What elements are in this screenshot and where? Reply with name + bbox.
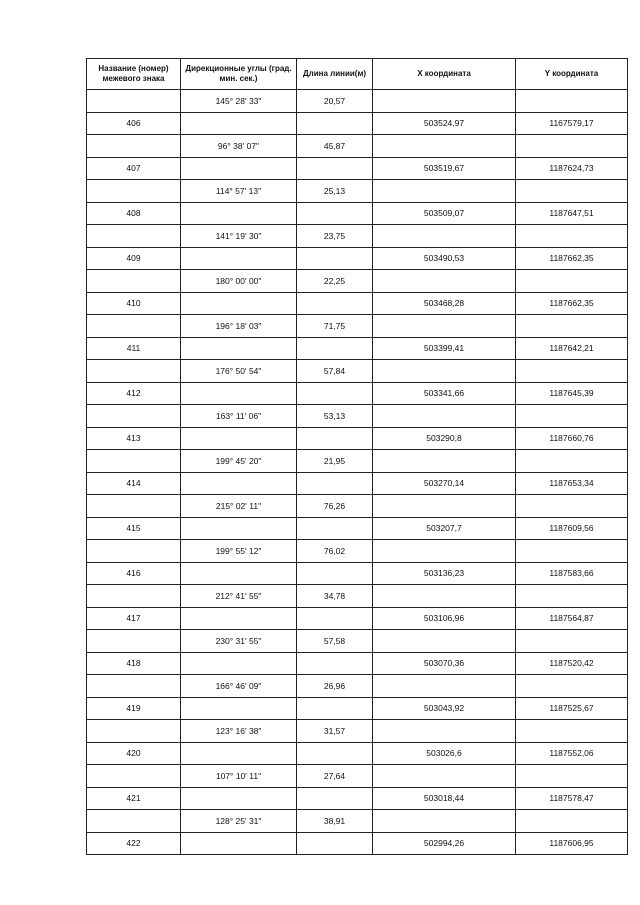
empty-cell xyxy=(516,135,628,158)
empty-cell xyxy=(516,315,628,338)
empty-cell xyxy=(516,270,628,293)
line-length-cell: 31,57 xyxy=(297,720,373,743)
empty-cell xyxy=(516,675,628,698)
header-line-length: Длина линии(м) xyxy=(297,59,373,90)
empty-cell xyxy=(181,427,297,450)
point-row xyxy=(87,337,628,360)
empty-cell xyxy=(373,405,516,428)
segment-row xyxy=(87,675,628,698)
empty-cell xyxy=(373,585,516,608)
empty-cell xyxy=(373,675,516,698)
y-coordinate-cell: 1187662,35 xyxy=(516,247,628,270)
segment-row xyxy=(87,315,628,338)
line-length-cell: 71,75 xyxy=(297,315,373,338)
direction-angle-cell: 215° 02' 11" xyxy=(181,495,297,518)
empty-cell xyxy=(87,765,181,788)
line-length-cell: 57,58 xyxy=(297,630,373,653)
y-coordinate-cell: 1187645,39 xyxy=(516,382,628,405)
empty-cell xyxy=(516,810,628,833)
empty-cell xyxy=(373,315,516,338)
empty-cell xyxy=(297,337,373,360)
empty-cell xyxy=(297,472,373,495)
x-coordinate-cell: 503136,23 xyxy=(373,562,516,585)
point-name-cell: 416 xyxy=(87,562,181,585)
y-coordinate-cell: 1187606,95 xyxy=(516,832,628,855)
empty-cell xyxy=(516,765,628,788)
point-row xyxy=(87,247,628,270)
point-name-cell: 422 xyxy=(87,832,181,855)
segment-row xyxy=(87,765,628,788)
direction-angle-cell: 199° 55' 12" xyxy=(181,540,297,563)
segment-row xyxy=(87,360,628,383)
empty-cell xyxy=(373,180,516,203)
x-coordinate-cell: 503043,92 xyxy=(373,697,516,720)
x-coordinate-cell: 503490,53 xyxy=(373,247,516,270)
point-row xyxy=(87,292,628,315)
point-name-cell: 406 xyxy=(87,112,181,135)
empty-cell xyxy=(516,495,628,518)
segment-row xyxy=(87,810,628,833)
point-name-cell: 407 xyxy=(87,157,181,180)
line-length-cell: 45,87 xyxy=(297,135,373,158)
empty-cell xyxy=(373,135,516,158)
empty-cell xyxy=(87,405,181,428)
header-x-coordinate: X координата xyxy=(373,59,516,90)
empty-cell xyxy=(297,787,373,810)
empty-cell xyxy=(297,112,373,135)
direction-angle-cell: 123° 16' 38" xyxy=(181,720,297,743)
line-length-cell: 20,57 xyxy=(297,90,373,113)
empty-cell xyxy=(87,315,181,338)
segment-row xyxy=(87,225,628,248)
empty-cell xyxy=(297,607,373,630)
x-coordinate-cell: 503341,66 xyxy=(373,382,516,405)
direction-angle-cell: 96° 38' 07" xyxy=(181,135,297,158)
y-coordinate-cell: 1187647,51 xyxy=(516,202,628,225)
point-row xyxy=(87,517,628,540)
x-coordinate-cell: 503468,28 xyxy=(373,292,516,315)
empty-cell xyxy=(181,472,297,495)
empty-cell xyxy=(297,517,373,540)
line-length-cell: 57,84 xyxy=(297,360,373,383)
segment-row xyxy=(87,495,628,518)
boundary-points-table xyxy=(86,58,628,855)
y-coordinate-cell: 1167579,17 xyxy=(516,112,628,135)
point-name-cell: 414 xyxy=(87,472,181,495)
empty-cell xyxy=(297,247,373,270)
point-row xyxy=(87,787,628,810)
header-point-name: Название (номер) межевого знака xyxy=(87,59,181,90)
x-coordinate-cell: 503018,44 xyxy=(373,787,516,810)
point-name-cell: 411 xyxy=(87,337,181,360)
empty-cell xyxy=(87,585,181,608)
segment-row xyxy=(87,270,628,293)
empty-cell xyxy=(87,135,181,158)
x-coordinate-cell: 503519,67 xyxy=(373,157,516,180)
point-name-cell: 409 xyxy=(87,247,181,270)
empty-cell xyxy=(87,225,181,248)
point-row xyxy=(87,652,628,675)
point-name-cell: 421 xyxy=(87,787,181,810)
direction-angle-cell: 145° 28' 33" xyxy=(181,90,297,113)
empty-cell xyxy=(516,630,628,653)
empty-cell xyxy=(87,630,181,653)
empty-cell xyxy=(181,832,297,855)
x-coordinate-cell: 503207,7 xyxy=(373,517,516,540)
empty-cell xyxy=(297,697,373,720)
empty-cell xyxy=(373,765,516,788)
empty-cell xyxy=(297,832,373,855)
empty-cell xyxy=(516,720,628,743)
header-direction-angle: Дирекционные углы (град. мин. сек.) xyxy=(181,59,297,90)
point-row xyxy=(87,157,628,180)
empty-cell xyxy=(297,562,373,585)
empty-cell xyxy=(297,742,373,765)
direction-angle-cell: 212° 41' 55" xyxy=(181,585,297,608)
table-body xyxy=(87,90,628,855)
empty-cell xyxy=(181,247,297,270)
empty-cell xyxy=(181,787,297,810)
point-name-cell: 415 xyxy=(87,517,181,540)
empty-cell xyxy=(181,697,297,720)
empty-cell xyxy=(373,270,516,293)
direction-angle-cell: 114° 57' 13" xyxy=(181,180,297,203)
empty-cell xyxy=(297,292,373,315)
empty-cell xyxy=(87,675,181,698)
line-length-cell: 25,13 xyxy=(297,180,373,203)
empty-cell xyxy=(181,157,297,180)
point-name-cell: 419 xyxy=(87,697,181,720)
x-coordinate-cell: 503070,36 xyxy=(373,652,516,675)
empty-cell xyxy=(87,360,181,383)
empty-cell xyxy=(181,562,297,585)
direction-angle-cell: 176° 50' 54" xyxy=(181,360,297,383)
empty-cell xyxy=(181,202,297,225)
y-coordinate-cell: 1187583,66 xyxy=(516,562,628,585)
empty-cell xyxy=(373,360,516,383)
point-name-cell: 413 xyxy=(87,427,181,450)
segment-row xyxy=(87,135,628,158)
empty-cell xyxy=(373,810,516,833)
direction-angle-cell: 180° 00' 00" xyxy=(181,270,297,293)
empty-cell xyxy=(181,382,297,405)
point-row xyxy=(87,607,628,630)
empty-cell xyxy=(516,225,628,248)
empty-cell xyxy=(297,427,373,450)
x-coordinate-cell: 503026,6 xyxy=(373,742,516,765)
empty-cell xyxy=(297,202,373,225)
y-coordinate-cell: 1187642,21 xyxy=(516,337,628,360)
empty-cell xyxy=(181,652,297,675)
point-name-cell: 420 xyxy=(87,742,181,765)
line-length-cell: 26,96 xyxy=(297,675,373,698)
empty-cell xyxy=(87,495,181,518)
point-row xyxy=(87,112,628,135)
direction-angle-cell: 107° 10' 11" xyxy=(181,765,297,788)
segment-row xyxy=(87,180,628,203)
empty-cell xyxy=(297,382,373,405)
empty-cell xyxy=(373,450,516,473)
line-length-cell: 38,91 xyxy=(297,810,373,833)
empty-cell xyxy=(297,157,373,180)
x-coordinate-cell: 503524,97 xyxy=(373,112,516,135)
header-y-coordinate: Y координата xyxy=(516,59,628,90)
line-length-cell: 23,75 xyxy=(297,225,373,248)
empty-cell xyxy=(87,540,181,563)
x-coordinate-cell: 503509,07 xyxy=(373,202,516,225)
empty-cell xyxy=(181,742,297,765)
empty-cell xyxy=(516,585,628,608)
x-coordinate-cell: 503270,14 xyxy=(373,472,516,495)
x-coordinate-cell: 503106,96 xyxy=(373,607,516,630)
empty-cell xyxy=(181,607,297,630)
point-row xyxy=(87,472,628,495)
point-row xyxy=(87,742,628,765)
segment-row xyxy=(87,720,628,743)
y-coordinate-cell: 1187609,56 xyxy=(516,517,628,540)
segment-row xyxy=(87,90,628,113)
direction-angle-cell: 196° 18' 03" xyxy=(181,315,297,338)
y-coordinate-cell: 1187520,42 xyxy=(516,652,628,675)
empty-cell xyxy=(87,270,181,293)
y-coordinate-cell: 1187578,47 xyxy=(516,787,628,810)
empty-cell xyxy=(373,225,516,248)
line-length-cell: 22,25 xyxy=(297,270,373,293)
line-length-cell: 76,02 xyxy=(297,540,373,563)
empty-cell xyxy=(87,810,181,833)
point-name-cell: 410 xyxy=(87,292,181,315)
y-coordinate-cell: 1187662,35 xyxy=(516,292,628,315)
point-name-cell: 418 xyxy=(87,652,181,675)
empty-cell xyxy=(87,180,181,203)
line-length-cell: 53,13 xyxy=(297,405,373,428)
point-name-cell: 412 xyxy=(87,382,181,405)
point-name-cell: 417 xyxy=(87,607,181,630)
direction-angle-cell: 230° 31' 55" xyxy=(181,630,297,653)
empty-cell xyxy=(87,450,181,473)
point-row xyxy=(87,832,628,855)
segment-row xyxy=(87,630,628,653)
empty-cell xyxy=(373,630,516,653)
direction-angle-cell: 199° 45' 20" xyxy=(181,450,297,473)
y-coordinate-cell: 1187525,67 xyxy=(516,697,628,720)
empty-cell xyxy=(181,292,297,315)
y-coordinate-cell: 1187624,73 xyxy=(516,157,628,180)
point-row xyxy=(87,427,628,450)
y-coordinate-cell: 1187552,06 xyxy=(516,742,628,765)
point-row xyxy=(87,562,628,585)
point-name-cell: 408 xyxy=(87,202,181,225)
direction-angle-cell: 166° 46' 09" xyxy=(181,675,297,698)
segment-row xyxy=(87,585,628,608)
empty-cell xyxy=(516,405,628,428)
x-coordinate-cell: 503290,8 xyxy=(373,427,516,450)
line-length-cell: 21,95 xyxy=(297,450,373,473)
segment-row xyxy=(87,540,628,563)
line-length-cell: 34,78 xyxy=(297,585,373,608)
direction-angle-cell: 128° 25' 31" xyxy=(181,810,297,833)
empty-cell xyxy=(516,540,628,563)
empty-cell xyxy=(373,540,516,563)
empty-cell xyxy=(516,450,628,473)
empty-cell xyxy=(516,180,628,203)
y-coordinate-cell: 1187660,76 xyxy=(516,427,628,450)
empty-cell xyxy=(373,720,516,743)
direction-angle-cell: 163° 11' 06" xyxy=(181,405,297,428)
empty-cell xyxy=(181,517,297,540)
empty-cell xyxy=(373,495,516,518)
direction-angle-cell: 141° 19' 30" xyxy=(181,225,297,248)
line-length-cell: 76,26 xyxy=(297,495,373,518)
empty-cell xyxy=(87,90,181,113)
empty-cell xyxy=(297,652,373,675)
segment-row xyxy=(87,450,628,473)
segment-row xyxy=(87,405,628,428)
point-row xyxy=(87,697,628,720)
empty-cell xyxy=(516,360,628,383)
table-header-row xyxy=(87,59,628,90)
point-row xyxy=(87,382,628,405)
point-row xyxy=(87,202,628,225)
y-coordinate-cell: 1187564,87 xyxy=(516,607,628,630)
x-coordinate-cell: 502994,26 xyxy=(373,832,516,855)
line-length-cell: 27,64 xyxy=(297,765,373,788)
empty-cell xyxy=(516,90,628,113)
empty-cell xyxy=(181,337,297,360)
empty-cell xyxy=(181,112,297,135)
empty-cell xyxy=(373,90,516,113)
y-coordinate-cell: 1187653,34 xyxy=(516,472,628,495)
x-coordinate-cell: 503399,41 xyxy=(373,337,516,360)
empty-cell xyxy=(87,720,181,743)
